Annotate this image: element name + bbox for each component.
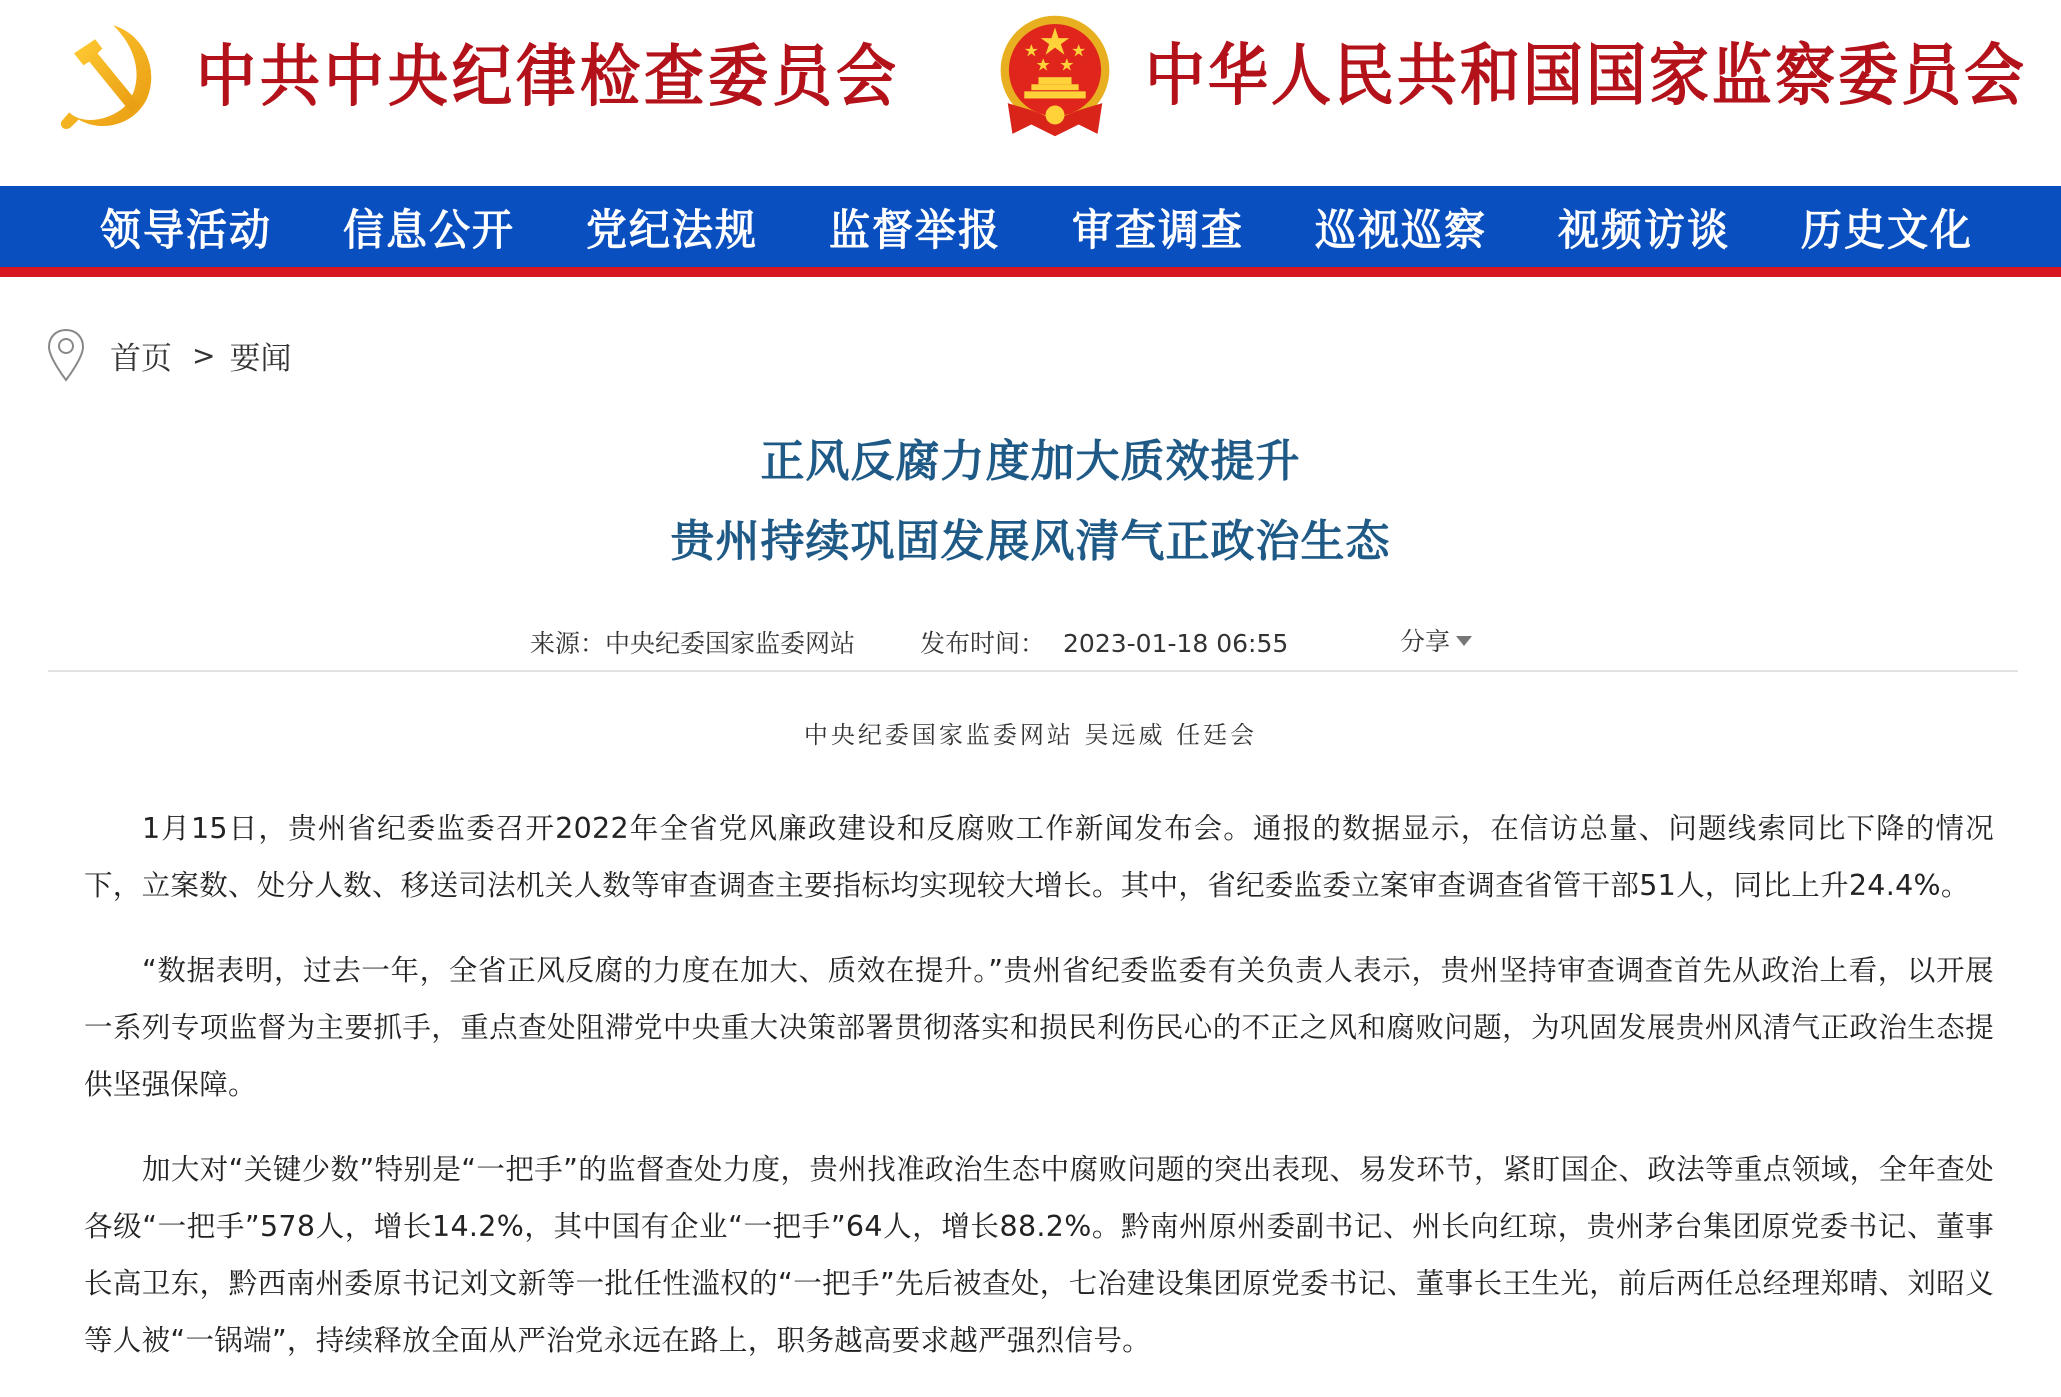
- meta-divider: [48, 670, 2018, 672]
- party-emblem-icon: [48, 18, 166, 136]
- source-value: 中央纪委国家监委网站: [605, 629, 856, 658]
- article-title-line1: 正风反腐力度加大质效提升: [760, 436, 1301, 487]
- right-site-name: 中华人民共和国国家监察委员会: [1145, 36, 2027, 115]
- article-body: [84, 800, 1994, 1397]
- publish-time: [920, 624, 1288, 660]
- article-meta: [0, 620, 2061, 660]
- nav-item-video-interviews[interactable]: 视频访谈: [1558, 204, 1730, 256]
- publish-time-value: 2023-01-18 06:55: [1063, 629, 1289, 658]
- nav-item-history-culture[interactable]: 历史文化: [1801, 204, 1973, 256]
- nav-red-stripe: [0, 267, 2061, 277]
- nav-item-party-regulations[interactable]: 党纪法规: [586, 204, 758, 256]
- state-supervision-logo-link[interactable]: [995, 8, 2027, 143]
- site-header: [0, 0, 2061, 186]
- article-byline: 中央纪委国家监委网站 吴远威 任廷会: [803, 721, 1258, 749]
- nav-item-inspection-tours[interactable]: 巡视巡察: [1315, 204, 1487, 256]
- article-paragraph: 加大对“关键少数”特别是“一把手”的监督查处力度，贵州找准政治生态中腐败问题的突出表现、易发环节，紧盯国企、政法等重点领域，全年查处各级“一把手”578人，增长14.2%，其中国有企业“一把手”64人，增长88.2%。黔南州原州委副书记、州长向红琼，贵州茅台集团原党委书记、董事长高卫东，黔西南州委原书记刘文新等一批任性滥权的“一把手”先后被查处，七冶建设集团原党委书记、董事长王生光，前后两任总经理郑晴、刘昭义等人被“一锅端”，持续释放全面从严治党永远在路上，职务越高要求越严强烈信号。: [84, 1153, 1994, 1357]
- breadcrumb-current-news[interactable]: 要闻: [229, 340, 292, 377]
- article-source: [530, 624, 855, 660]
- article-paragraph: 1月15日，贵州省纪委监委召开2022年全省党风廉政建设和反腐败工作新闻发布会。通报的数据显示，在信访总量、问题线索同比下降的情况下，立案数、处分人数、移送司法机关人数等审查调查主要指标均实现较大增长。其中，省纪委监委立案审查调查省管干部51人，同比上升24.4%。: [84, 812, 1994, 902]
- nav-item-leadership-activities[interactable]: 领导活动: [100, 204, 272, 256]
- nav-item-review-investigation[interactable]: 审查调查: [1072, 204, 1244, 256]
- article-title-line2: 贵州持续巩固发展风清气正政治生态: [670, 516, 1391, 567]
- breadcrumb-separator: >: [192, 338, 216, 372]
- breadcrumb: [46, 330, 291, 380]
- nav-item-information-disclosure[interactable]: 信息公开: [343, 204, 515, 256]
- nav-item-supervision-reporting[interactable]: 监督举报: [829, 204, 1001, 256]
- national-emblem-icon: [995, 11, 1115, 141]
- publish-time-label: 发布时间：: [920, 629, 1046, 658]
- main-nav: [0, 186, 2061, 267]
- cpc-discipline-logo-link[interactable]: [48, 12, 900, 142]
- share-dropdown-button[interactable]: [1400, 622, 1472, 658]
- location-pin-icon: [46, 328, 86, 382]
- breadcrumb-home-link[interactable]: 首页: [110, 340, 172, 377]
- source-label: 来源：: [530, 629, 606, 658]
- caret-down-icon: [1456, 636, 1472, 646]
- share-label: 分享: [1400, 627, 1451, 656]
- article-paragraph: “数据表明，过去一年，全省正风反腐的力度在加大、质效在提升。”贵州省纪委监委有关负责人表示，贵州坚持审查调查首先从政治上看，以开展一系列专项监督为主要抓手，重点查处阻滞党中央重大决策部署贯彻落实和损民利伤民心的不正之风和腐败问题，为巩固发展贵州风清气正政治生态提供坚强保障。: [84, 954, 1994, 1101]
- left-site-name: 中共中央纪律检查委员会: [196, 37, 900, 117]
